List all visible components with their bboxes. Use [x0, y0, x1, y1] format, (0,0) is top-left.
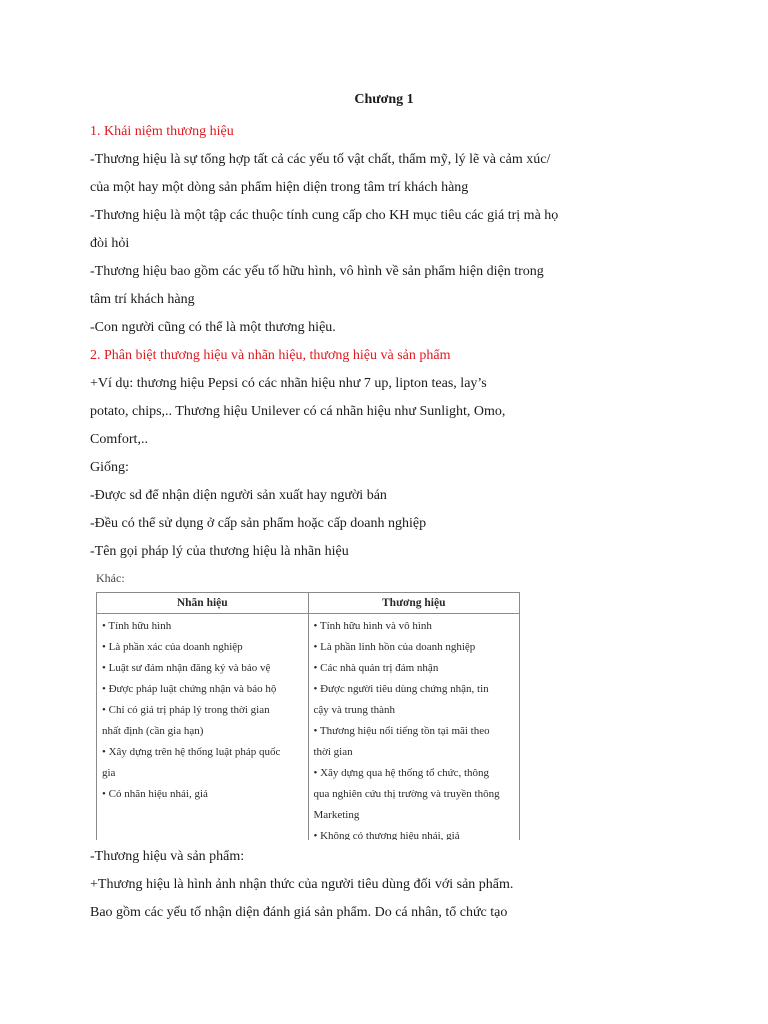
table-cell-line: • Tính hữu hình	[102, 620, 172, 632]
table-cell-line: thời gian	[313, 746, 353, 758]
text-line: của một hay một dòng sản phẩm hiện diện trong tâm trí khách hàng	[90, 180, 469, 195]
table-cell-line: cậy và trung thành	[313, 704, 396, 716]
text-line: potato, chips,.. Thương hiệu Unilever có cá nhãn hiệu như Sunlight, Omo,	[90, 404, 506, 419]
nhan-hieu-column	[97, 614, 309, 841]
text-line: +Ví dụ: thương hiệu Pepsi có các nhãn hiệu như 7 up, lipton teas, lay’s	[90, 376, 487, 391]
comparison-table	[96, 592, 520, 840]
table-cell-line: • Xây dựng trên hệ thống luật pháp quốc	[102, 746, 281, 758]
column-header-thuong-hieu: Thương hiệu	[308, 593, 520, 614]
text-line: Bao gồm các yếu tố nhận diện đánh giá sản phẩm. Do cá nhân, tổ chức tạo	[90, 905, 508, 920]
text-line: tâm trí khách hàng	[90, 292, 195, 307]
table-cell-line: • Là phần xác của doanh nghiệp	[102, 641, 243, 653]
text-line: Giống:	[90, 460, 129, 475]
chapter-title: Chương 1	[354, 92, 414, 107]
table-cell-line: Marketing	[313, 809, 360, 821]
section-heading: 1. Khái niệm thương hiệu	[90, 124, 234, 139]
table-cell-line: • Các nhà quản trị đảm nhận	[313, 662, 439, 674]
body-text-bottom	[90, 843, 590, 927]
body-text-top	[90, 118, 570, 566]
column-header-nhan-hieu: Nhãn hiệu	[97, 593, 309, 614]
table-cell-line: gia	[102, 767, 116, 779]
table-cell-line: • Tính hữu hình và vô hình	[313, 620, 432, 632]
text-line: -Thương hiệu bao gồm các yếu tố hữu hình, vô hình về sản phẩm hiện diện trong	[90, 264, 544, 279]
section-heading: 2. Phân biệt thương hiệu và nhãn hiệu, thương hiệu và sản phẩm	[90, 348, 451, 363]
table-cell-line: • Thương hiệu nổi tiếng tồn tại mãi theo	[313, 725, 490, 737]
text-line: đòi hỏi	[90, 236, 130, 251]
table-cell-line: • Được pháp luật chứng nhận và bảo hộ	[102, 683, 277, 695]
table-cell-line: • Luật sư đảm nhận đăng ký và bảo vệ	[102, 662, 271, 674]
text-line: -Thương hiệu là một tập các thuộc tính cung cấp cho KH mục tiêu các giá trị mà họ	[90, 208, 559, 223]
thuong-hieu-column	[308, 614, 520, 841]
table-cell-line: • Có nhãn hiệu nhái, giả	[102, 788, 208, 800]
table-cell-line: • Là phần linh hồn của doanh nghiệp	[313, 641, 476, 653]
text-line: Comfort,..	[90, 432, 148, 447]
text-line: -Được sd để nhận diện người sản xuất hay người bán	[90, 488, 387, 503]
text-line: -Thương hiệu là sự tổng hợp tất cả các yếu tố vật chất, thẩm mỹ, lý lẽ và cảm xúc/	[90, 152, 551, 167]
table-cell-line: nhất định (cần gia hạn)	[102, 725, 204, 737]
text-line: +Thương hiệu là hình ảnh nhận thức của người tiêu dùng đối với sản phẩm.	[90, 877, 514, 892]
table-cell-line: • Chỉ có giá trị pháp lý trong thời gian	[102, 704, 270, 716]
comparison-figure	[96, 570, 524, 840]
text-line: -Tên gọi pháp lý của thương hiệu là nhãn hiệu	[90, 544, 349, 559]
text-line: -Con người cũng có thể là một thương hiệu.	[90, 320, 336, 335]
figure-caption: Khác:	[96, 571, 125, 585]
table-cell-line: • Không có thương hiệu nhái, giả	[313, 830, 460, 840]
table-cell-line: • Được người tiêu dùng chứng nhận, tin	[313, 683, 489, 695]
text-line: -Đều có thể sử dụng ở cấp sản phẩm hoặc cấp doanh nghiệp	[90, 516, 427, 531]
text-line: -Thương hiệu và sản phẩm:	[90, 849, 245, 864]
table-cell-line: • Xây dựng qua hệ thống tổ chức, thông	[313, 767, 490, 779]
table-cell-line: qua nghiên cứu thị trường và truyền thông	[313, 788, 500, 800]
